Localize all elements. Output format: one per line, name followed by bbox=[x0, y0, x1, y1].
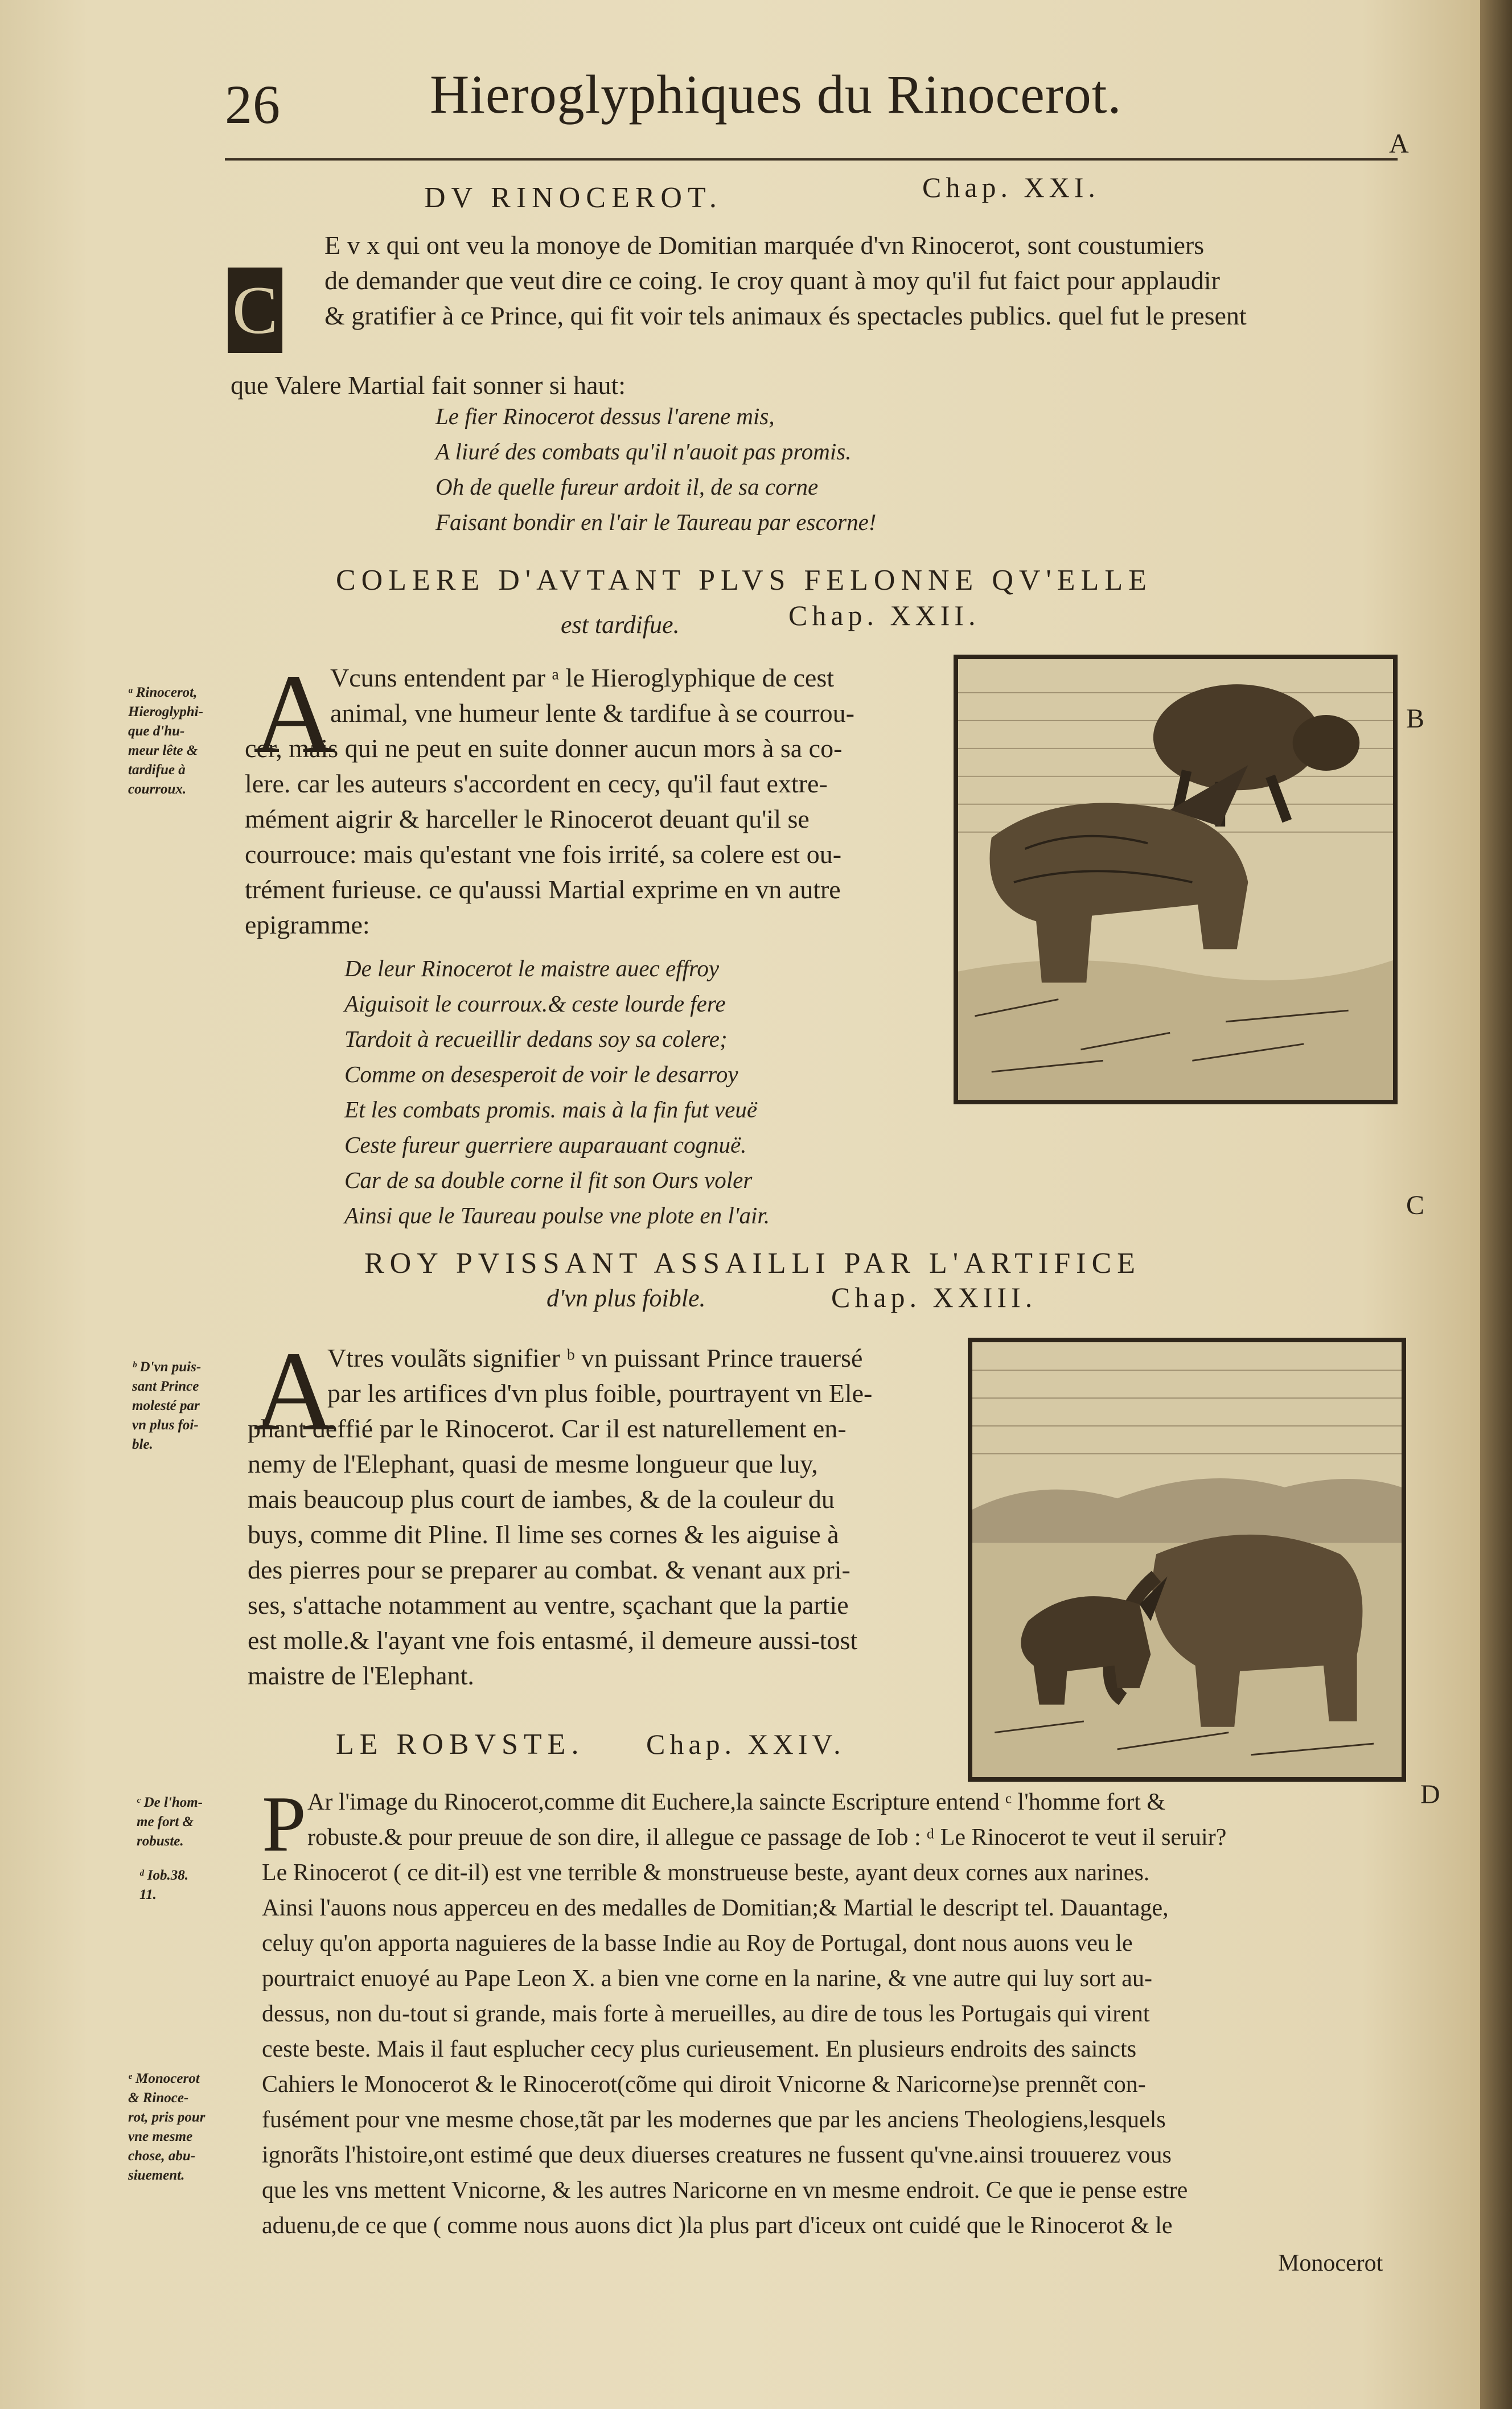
text-line: ses, s'attache notamment au ventre, sçachant que la partie bbox=[248, 1590, 849, 1619]
chapter-21-heading: DV RINOCEROT. bbox=[424, 182, 722, 214]
verse-line: Aiguisoit le courroux.& ceste lourde fere bbox=[344, 990, 726, 1017]
verse-line: Oh de quelle fureur ardoit il, de sa corne bbox=[435, 474, 819, 500]
chapter-23-text bbox=[248, 1411, 857, 1693]
text-line: ignorãts l'histoire,ont estimé que deux diuerses creatures ne fussent qu'vne.ainsi trouuerez vous bbox=[262, 2142, 1172, 2168]
text-line: maistre de l'Elephant. bbox=[248, 1661, 474, 1690]
chapter-24-number: Chap. XXIV. bbox=[646, 1728, 845, 1760]
running-title: Hieroglyphiques du Rinocerot. bbox=[430, 64, 1122, 125]
section-letter-c: C bbox=[1406, 1190, 1425, 1220]
chapter-24-heading: LE ROBVSTE. bbox=[336, 1728, 585, 1761]
page-number: 26 bbox=[225, 74, 281, 135]
verse-line: Et les combats promis. mais à la fin fut veuë bbox=[344, 1096, 758, 1123]
text-line: Vcuns entendent par ᵃ le Hieroglyphique de cest bbox=[330, 663, 835, 692]
text-line: Cahiers le Monocerot & le Rinocerot(cõme qui diroit Vnicorne & Naricorne)se prennẽt con- bbox=[262, 2071, 1146, 2098]
chapter-23-text-indented bbox=[327, 1341, 872, 1411]
chapter-22-number: Chap. XXII. bbox=[788, 599, 980, 631]
text-line: nemy de l'Elephant, quasi de mesme longueur que luy, bbox=[248, 1449, 818, 1478]
verse-line: Ceste fureur guerriere auparauant cognuë. bbox=[344, 1132, 747, 1158]
chapter-22-text bbox=[245, 731, 842, 943]
section-letter-a: A bbox=[1389, 129, 1409, 159]
text-line: fusément pour vne mesme chose,tãt par les modernes que par les anciens Theologiens,lesquels bbox=[262, 2107, 1166, 2133]
text-line: aduenu,de ce que ( comme nous auons dict )la plus part d'iceux ont cuidé que le Rinocerot & le bbox=[262, 2213, 1173, 2239]
verse-line: A liuré des combats qu'il n'auoit pas promis. bbox=[435, 438, 852, 464]
chapter-21-text-last: que Valere Martial fait sonner si haut: bbox=[231, 371, 626, 400]
margin-note-e: ᵉ Monocerot & Rinoce- rot, pris pour vne mesme chose, abu- siuement. bbox=[128, 2071, 206, 2183]
margin-note-a: ᵃ Rinocerot, Hieroglyphi- que d'hu- meur lête & tardifue à courroux. bbox=[128, 685, 203, 797]
text-line: pourtraict enuoyé au Pape Leon X. a bien vne corne en la narine, & vne autre qui luy sort au- bbox=[262, 1966, 1152, 1992]
woodcut-rhinoceros-and-bear bbox=[954, 655, 1398, 1104]
woodcut-rhinoceros-and-bear-illustration bbox=[958, 659, 1393, 1100]
text-line: cer, mais qui ne peut en suite donner aucun mors à sa co- bbox=[245, 734, 843, 763]
text-line: courrouce: mais qu'estant vne fois irrité, sa colere est ou- bbox=[245, 840, 842, 869]
text-line: des pierres pour se preparer au combat. & venant aux pri- bbox=[248, 1555, 850, 1584]
chapter-22-heading: COLERE D'AVTANT PLVS FELONNE QV'ELLE bbox=[336, 564, 1152, 597]
header-rule bbox=[225, 158, 1398, 161]
drop-cap-a: A bbox=[253, 651, 336, 777]
chapter-24-text-indented bbox=[307, 1785, 1226, 1855]
verse-line: Car de sa double corne il fit son Ours voler bbox=[344, 1167, 753, 1193]
chapter-23-number: Chap. XXIII. bbox=[831, 1281, 1037, 1313]
drop-cap-p: P bbox=[262, 1780, 306, 1868]
text-line: animal, vne humeur lente & tardifue à se courrou- bbox=[330, 698, 854, 727]
book-gutter bbox=[1480, 0, 1512, 2409]
text-line: de demander que veut dire ce coing. Ie croy quant à moy qu'il fut faict pour applaudir bbox=[324, 266, 1220, 295]
chapter-22-subheading: est tardifue. bbox=[561, 611, 680, 639]
text-line: celuy qu'on apporta naguieres de la basse Indie au Roy de Portugal, dont nous auons veu le bbox=[262, 1930, 1133, 1956]
margin-note-d: ᵈ Iob.38. 11. bbox=[139, 1868, 188, 1902]
verse-line: Ainsi que le Taureau poulse vne plote en l'air. bbox=[344, 1202, 770, 1228]
woodcut-rhinoceros-and-elephant-illustration bbox=[972, 1342, 1402, 1777]
verse-line: Le fier Rinocerot dessus l'arene mis, bbox=[435, 403, 775, 429]
text-line: mément aigrir & harceller le Rinocerot deuant qu'il se bbox=[245, 804, 810, 833]
text-line: phant deffié par le Rinocerot. Car il est naturellement en- bbox=[248, 1414, 847, 1443]
verse-line: Tardoit à recueillir dedans soy sa colere; bbox=[344, 1026, 728, 1052]
text-line: lere. car les auteurs s'accordent en cecy, qu'il faut extre- bbox=[245, 769, 828, 798]
chapter-24-text bbox=[262, 1855, 1188, 2243]
text-line: mais beaucoup plus court de iambes, & de la couleur du bbox=[248, 1485, 835, 1514]
chapter-22-text-indented bbox=[330, 660, 854, 731]
text-line: buys, comme dit Pline. Il lime ses cornes & les aiguise à bbox=[248, 1520, 839, 1549]
verse-line: Faisant bondir en l'air le Taureau par escorne! bbox=[435, 509, 877, 535]
chapter-22-verse bbox=[344, 951, 770, 1233]
text-line: epigramme: bbox=[245, 910, 370, 939]
section-letter-d: D bbox=[1420, 1779, 1440, 1810]
chapter-21-number: Chap. XXI. bbox=[922, 171, 1100, 203]
text-line: trément furieuse. ce qu'aussi Martial exprime en vn autre bbox=[245, 875, 841, 904]
chapter-23-subheading: d'vn plus foible. bbox=[547, 1284, 706, 1312]
text-line: Ar l'image du Rinocerot,comme dit Euchere,la saincte Escripture entend ᶜ l'homme fort & bbox=[307, 1789, 1166, 1815]
text-line: robuste.& pour preuue de son dire, il allegue ce passage de Iob : ᵈ Le Rinocerot te veut il seruir? bbox=[307, 1824, 1227, 1851]
text-line: par les artifices d'vn plus foible, pourtrayent vn Ele- bbox=[327, 1379, 873, 1408]
text-line: Ainsi l'auons nous apperceu en des medalles de Domitian;& Martial le descript tel. Dauantage, bbox=[262, 1895, 1169, 1921]
text-line: que les vns mettent Vnicorne, & les autres Naricorne en vn mesme endroit. Ce que ie pense estre bbox=[262, 2177, 1188, 2204]
text-line: Vtres voulãts signifier ᵇ vn puissant Prince trauersé bbox=[327, 1343, 863, 1372]
chapter-23-heading: ROY PVISSANT ASSAILLI PAR L'ARTIFICE bbox=[364, 1247, 1141, 1280]
ornamental-initial: C bbox=[228, 268, 282, 353]
verse-line: Comme on desesperoit de voir le desarroy bbox=[344, 1061, 738, 1087]
margin-note-b: ᵇ D'vn puis- sant Prince molesté par vn plus foi- ble. bbox=[132, 1359, 202, 1452]
text-line: est molle.& l'ayant vne fois entasmé, il demeure aussi-tost bbox=[248, 1626, 858, 1655]
text-line: E v x qui ont veu la monoye de Domitian marquée d'vn Rinocerot, sont coustumiers bbox=[324, 231, 1205, 260]
catchword: Monocerot bbox=[1278, 2250, 1383, 2276]
drop-cap-a-2: A bbox=[253, 1329, 336, 1454]
text-line: ceste beste. Mais il faut esplucher cecy plus curieusement. En plusieurs endroits des saincts bbox=[262, 2036, 1137, 2062]
woodcut-rhinoceros-and-elephant bbox=[968, 1338, 1406, 1782]
chapter-21-verse bbox=[435, 398, 876, 540]
margin-note-c: ᶜ De l'hom- me fort & robuste. bbox=[137, 1795, 203, 1849]
text-line: Le Rinocerot ( ce dit-il) est vne terrible & monstrueuse beste, ayant deux cornes aux narines. bbox=[262, 1860, 1150, 1886]
text-line: dessus, non du-tout si grande, mais forte à merueilles, au dire de tous les Portugais qui virent bbox=[262, 2001, 1150, 2027]
section-letter-b: B bbox=[1406, 704, 1425, 734]
chapter-21-text bbox=[324, 228, 1247, 334]
verse-line: De leur Rinocerot le maistre auec effroy bbox=[344, 955, 720, 981]
text-line: & gratifier à ce Prince, qui fit voir tels animaux és spectacles publics. quel fut le present bbox=[324, 301, 1247, 330]
